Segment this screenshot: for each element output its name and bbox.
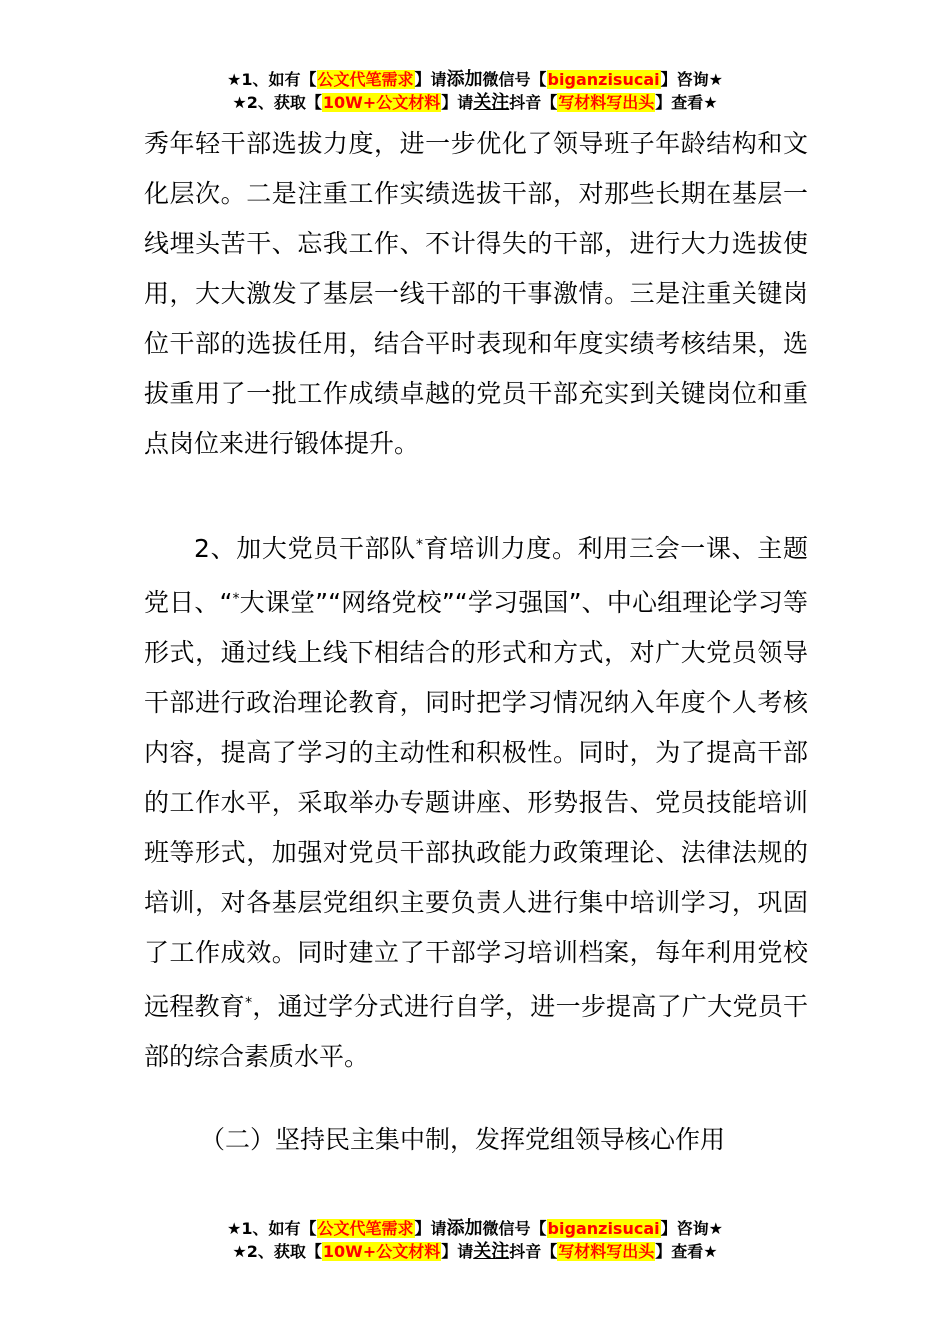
banner-text: 】请	[414, 70, 447, 89]
banner-text: ★2、获取【	[232, 1242, 322, 1261]
redaction-mark: *	[415, 537, 423, 553]
banner-text: 】请	[441, 93, 474, 112]
paragraph-text: 育培训力度。利用三会一课、主题党日、“	[144, 534, 808, 617]
banner-text: 】请	[441, 1242, 474, 1261]
banner-text: 抖音【	[509, 93, 558, 112]
banner-text: ★1、如有【	[227, 70, 317, 89]
banner-text: 】查看★	[655, 93, 718, 112]
banner-highlight: 10W+公文材料	[322, 93, 441, 112]
banner-line-2	[0, 1240, 950, 1263]
top-banner	[0, 68, 950, 114]
banner-text: ★1、如有【	[227, 1219, 317, 1238]
banner-text: 微信号【	[482, 70, 547, 89]
paragraph-text: 2、加大党员干部队	[194, 534, 416, 563]
banner-text: 】咨询★	[660, 70, 723, 89]
banner-highlight: 写材料写出头	[558, 1242, 655, 1261]
banner-text: 】请	[414, 1219, 447, 1238]
banner-highlight: biganzisucai	[547, 70, 660, 89]
banner-text: 】查看★	[655, 1242, 718, 1261]
paragraph-2	[144, 520, 808, 1082]
banner-text: 微信号【	[482, 1219, 547, 1238]
banner-emphasis: 关注	[473, 92, 510, 113]
banner-emphasis: 添加	[446, 1218, 483, 1239]
banner-emphasis: 关注	[473, 1241, 510, 1262]
paragraph-1: 秀年轻干部选拔力度，进一步优化了领导班子年龄结构和文化层次。二是注重工作实绩选拔干部，对那些长期在基层一线埋头苦干、忘我工作、不计得失的干部，进行大力选拔使用，大大激发了基层一线干部的干事激情。三是注重关键岗位干部的选拔任用，结合平时表现和年度实绩考核结果，选拔重用了一批工作成绩卓越的党员干部充实到关键岗位和重点岗位来进行锻体提升。	[144, 129, 808, 458]
banner-line-2	[0, 91, 950, 114]
banner-text: ★2、获取【	[232, 93, 322, 112]
paragraph-text: ，通过学分式进行自学，进一步提高了广大党员干部的综合素质水平。	[144, 992, 808, 1071]
redaction-mark: *	[245, 995, 253, 1011]
banner-line-1	[0, 68, 950, 91]
banner-highlight: 10W+公文材料	[322, 1242, 441, 1261]
banner-emphasis: 添加	[446, 69, 483, 90]
section-heading: （二）坚持民主集中制，发挥党组领导核心作用	[200, 1125, 726, 1154]
banner-highlight: biganzisucai	[547, 1219, 660, 1238]
redaction-mark: *	[232, 591, 240, 607]
banner-text: 抖音【	[509, 1242, 558, 1261]
banner-text: 】咨询★	[660, 1219, 723, 1238]
bottom-banner	[0, 1217, 950, 1263]
banner-highlight: 公文代笔需求	[317, 1219, 414, 1238]
banner-highlight: 公文代笔需求	[317, 70, 414, 89]
paragraph-text: 大课堂”“网络党校”“学习强国”、中心组理论学习等形式，通过线上线下相结合的形式和方式，对广大党员领导干部进行政治理论教育，同时把学习情况纳入年度个人考核内容，提高了学习的主动性和积极性。同时，为了提高干部的工作水平，采取举办专题讲座、形势报告、党员技能培训班等形式，加强对党员干部执政能力政策理论、法律法规的培训，对各基层党组织主要负责人进行集中培训学习，巩固了工作成效。同时建立了干部学习培训档案，每年利用党校远程教育	[144, 588, 809, 1021]
banner-highlight: 写材料写出头	[558, 93, 655, 112]
banner-line-1	[0, 1217, 950, 1240]
